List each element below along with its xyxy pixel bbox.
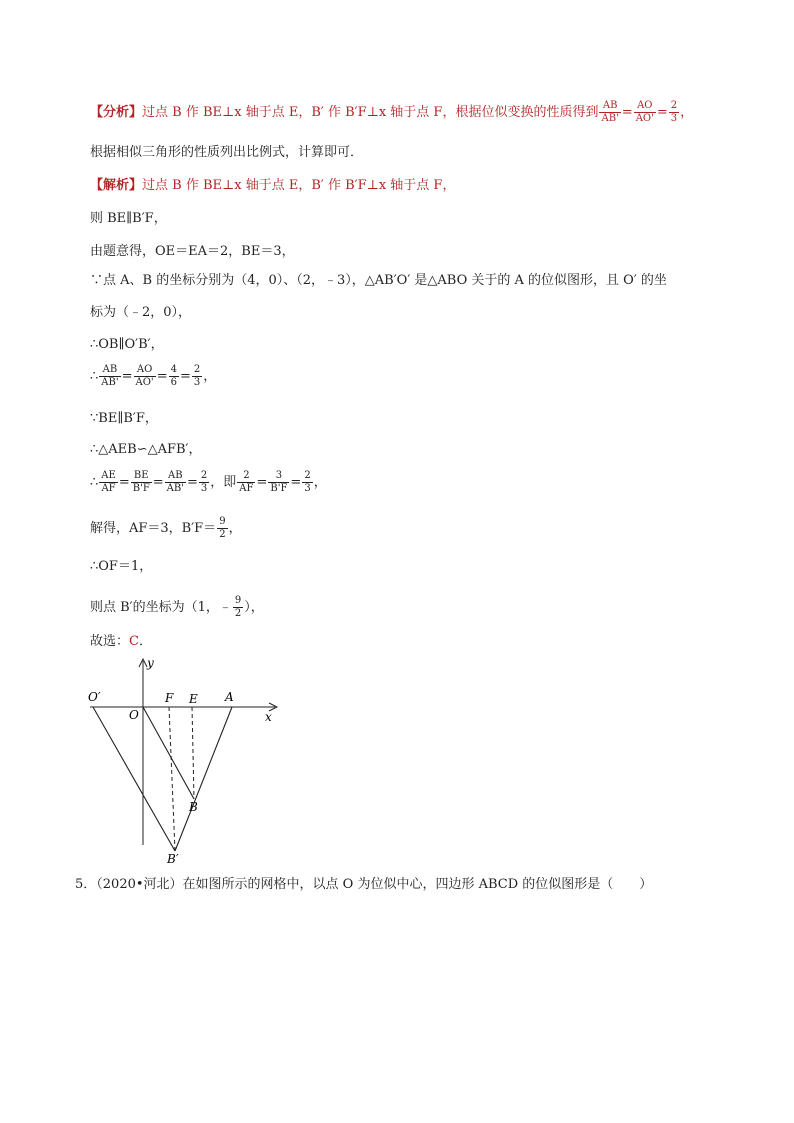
fraction: $\frac{9}{2}$ bbox=[219, 516, 226, 540]
label-o: O bbox=[129, 708, 139, 722]
solution-line-3: 由题意得，OE＝EA＝2，BE＝3， bbox=[90, 244, 295, 259]
answer: C bbox=[129, 634, 139, 649]
label-b-prime: B′ bbox=[167, 852, 179, 865]
solution-line-12: ∴OF＝1， bbox=[90, 559, 153, 574]
solution-line-9: ∴△AEB∽△AFB′， bbox=[90, 442, 202, 457]
fraction: $\frac{4}{6}$ bbox=[170, 364, 177, 388]
solution-line-1: 【解析】过点 B 作 BE⊥x 轴于点 E，B′ 作 B′F⊥x 轴于点 F， bbox=[90, 178, 456, 193]
fraction: $\frac{3}{B'F}$ bbox=[270, 470, 288, 494]
label-b: B bbox=[189, 800, 198, 814]
solution-line-4: ∵点 A、B 的坐标分别为（4，0）、（2，﹣3），△AB′O′ 是△ABO 关于的 A 的位似图形，且 O′ 的坐 bbox=[90, 273, 667, 288]
fraction: $\frac{AB}{AB'}$ bbox=[101, 364, 119, 388]
solution-line-10: ∴ $\frac{AE}{AF}$ = $\frac{BE}{B'F}$ = $\frac{AB}{AB'}$ = $\frac{2}{3}$ ，即 $\frac{2}{AF}$ = $\frac{3}{B'F}$ = $\frac{2}{3}$ ， bbox=[90, 470, 327, 494]
solution-line-6: ∴OB∥O′B′， bbox=[90, 337, 164, 352]
label-y: y bbox=[147, 656, 154, 670]
fraction: $\frac{2}{3}$ bbox=[670, 100, 678, 124]
solution-tag: 【解析】 bbox=[90, 178, 143, 193]
geometry-figure bbox=[85, 655, 285, 865]
fraction: $\frac{9}{2}$ bbox=[234, 595, 242, 619]
segment-a-b-prime bbox=[175, 707, 232, 851]
label-o-prime: O′ bbox=[88, 690, 101, 704]
dashed-b-prime-f bbox=[169, 707, 175, 851]
solution-line-14: 故选：C． bbox=[90, 634, 152, 649]
solution-line-7: ∴ $\frac{AB}{AB'}$ = $\frac{AO}{AO'}$ = $\frac{4}{6}$ = $\frac{2}{3}$ ， bbox=[90, 364, 217, 388]
fraction: $\frac{AB}{AB'}$ bbox=[166, 470, 184, 494]
segment-o-b bbox=[143, 707, 194, 799]
solution-line-2: 则 BE∥B′F， bbox=[90, 211, 167, 226]
fraction: $\frac{AO}{AO'}$ bbox=[635, 100, 654, 124]
label-f: F bbox=[165, 691, 174, 705]
fraction: $\frac{AE}{AF}$ bbox=[101, 470, 116, 494]
label-a: A bbox=[225, 690, 234, 704]
analysis-text: 过点 B 作 BE⊥x 轴于点 E，B′ 作 B′F⊥x 轴于点 F，根据位似变换的性质得到 bbox=[142, 105, 599, 120]
segment-o-prime-b-prime bbox=[93, 707, 175, 851]
fraction: $\frac{2}{3}$ bbox=[304, 470, 311, 494]
analysis-line-1: 【分析】过点 B 作 BE⊥x 轴于点 E，B′ 作 B′F⊥x 轴于点 F，根据位似变换的性质得到 $\frac{AB}{AB'}$ = $\frac{AO}{AO'}$ = $\frac{2}{3}$ ， bbox=[90, 100, 694, 124]
solution-line-5: 标为（﹣2，0）， bbox=[90, 305, 192, 320]
solution-line-11: 解得，AF＝3，B′F＝ $\frac{9}{2}$ ， bbox=[90, 516, 242, 540]
label-x: x bbox=[265, 710, 272, 724]
solution-line-13: 则点 B′的坐标为（1，﹣ $\frac{9}{2}$ ）， bbox=[90, 595, 264, 619]
question-5: 5．（2020•河北）在如图所示的网格中，以点 O 为位似中心，四边形 ABCD 的位似图形是（ ） bbox=[75, 877, 653, 892]
analysis-tag: 【分析】 bbox=[90, 105, 143, 120]
fraction: $\frac{AB}{AB'}$ bbox=[601, 100, 619, 124]
fraction: $\frac{2}{3}$ bbox=[200, 470, 208, 494]
label-e: E bbox=[189, 692, 198, 706]
fraction: $\frac{2}{AF}$ bbox=[239, 470, 254, 494]
analysis-line-2: 根据相似三角形的性质列出比例式，计算即可． bbox=[90, 145, 364, 160]
fraction: $\frac{BE}{B'F}$ bbox=[132, 470, 150, 494]
fraction: $\frac{2}{3}$ bbox=[193, 364, 201, 388]
solution-line-8: ∵BE∥B′F， bbox=[90, 411, 158, 426]
dashed-b-e bbox=[192, 707, 194, 799]
fraction: $\frac{AO}{AO'}$ bbox=[135, 364, 154, 388]
